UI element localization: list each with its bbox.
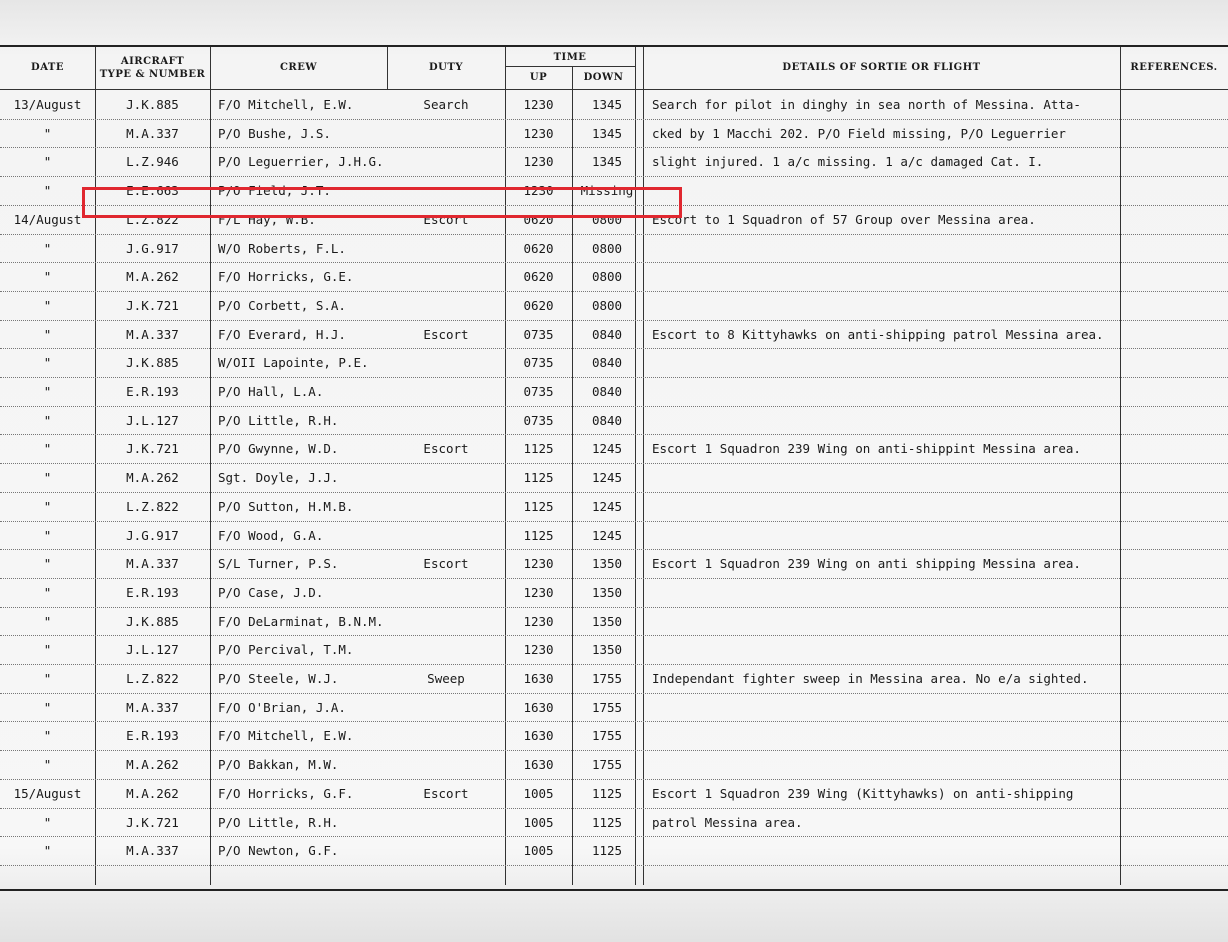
cell-aircraft: M.A.337	[126, 699, 179, 715]
cell-date: "	[43, 671, 52, 686]
cell-down: 1345	[591, 97, 623, 112]
cell-up: 1005	[523, 814, 554, 830]
cell-down: 1350	[591, 584, 623, 600]
row-rule	[0, 119, 1228, 120]
cell-up: 0735	[523, 355, 554, 371]
cell-aircraft: M.A.337	[126, 125, 179, 141]
cell-details: Escort 1 Squadron 239 Wing on anti shipping Messina area.	[652, 556, 1081, 572]
row-rule	[0, 635, 1228, 636]
cell-aircraft: J.K.885	[126, 613, 179, 629]
cell-crew: F/O Horricks, G.E.	[218, 269, 354, 285]
cell-crew: P/O Field, J.T.	[218, 183, 331, 199]
row-rule	[0, 549, 1228, 550]
cell-duty: Escort	[423, 211, 469, 227]
divider-references	[1120, 47, 1121, 885]
cell-down: 0800	[591, 211, 623, 227]
cell-down: 0840	[591, 384, 623, 399]
cell-crew: P/O Little, R.H.	[218, 814, 339, 830]
row-rule	[0, 234, 1228, 235]
header-references: REFERENCES.	[1130, 62, 1218, 73]
cell-down: 1245	[591, 498, 623, 514]
cell-aircraft: L.Z.822	[126, 211, 179, 227]
cell-aircraft: J.L.127	[126, 642, 179, 658]
header-duty: DUTY	[429, 62, 463, 73]
cell-aircraft: M.A.337	[126, 326, 179, 342]
row-rule	[0, 521, 1228, 522]
row-rule	[0, 262, 1228, 263]
header-aircraft-sub: TYPE & NUMBER	[99, 69, 206, 80]
cell-duty: Escort	[423, 326, 469, 342]
cell-date: "	[43, 355, 52, 371]
cell-crew: P/O Steele, W.J.	[218, 671, 339, 686]
row-rule	[0, 147, 1228, 148]
cell-up: 1230	[523, 154, 554, 170]
cell-details: patrol Messina area.	[652, 814, 803, 830]
cell-up: 0735	[523, 412, 554, 428]
header-down: DOWN	[583, 72, 624, 83]
cell-down: 0800	[591, 240, 623, 256]
cell-aircraft: J.G.917	[126, 527, 179, 543]
cell-date: "	[43, 498, 52, 514]
cell-down: 1125	[591, 814, 623, 830]
row-rule	[0, 176, 1228, 177]
header-bottom-line	[0, 89, 1228, 90]
cell-crew: P/O Hall, L.A.	[218, 384, 324, 399]
row-rule	[0, 865, 1228, 866]
cell-aircraft: J.G.917	[126, 240, 179, 256]
cell-crew: F/L Hay, W.B.	[218, 211, 316, 227]
row-rule	[0, 693, 1228, 694]
cell-aircraft: L.Z.822	[126, 671, 179, 686]
cell-crew: F/O Everard, H.J.	[218, 326, 346, 342]
cell-down: 1125	[591, 843, 623, 859]
cell-crew: P/O Gwynne, W.D.	[218, 441, 339, 457]
row-rule	[0, 406, 1228, 407]
cell-details: Independant fighter sweep in Messina area. No e/a sighted.	[652, 671, 1089, 686]
cell-date: "	[43, 470, 52, 486]
cell-up: 1125	[523, 498, 554, 514]
cell-date: "	[43, 556, 52, 572]
cell-up: 1125	[523, 527, 554, 543]
cell-crew: F/O Horricks, G.F.	[218, 785, 354, 801]
header-details: DETAILS OF SORTIE OR FLIGHT	[782, 62, 981, 73]
cell-up: 0620	[523, 269, 554, 285]
cell-date: "	[43, 814, 52, 830]
cell-down: Missing	[580, 183, 634, 199]
cell-details: Escort 1 Squadron 239 Wing (Kittyhawks) on anti-shipping	[652, 785, 1074, 801]
time-subheader-line	[505, 66, 635, 67]
cell-date: "	[43, 269, 52, 285]
cell-aircraft: E.E.663	[126, 183, 179, 199]
cell-down: 0840	[591, 412, 623, 428]
row-rule	[0, 836, 1228, 837]
cell-up: 0735	[523, 384, 554, 399]
cell-aircraft: E.R.193	[126, 384, 179, 399]
cell-aircraft: M.A.262	[126, 785, 179, 801]
cell-duty: Escort	[423, 785, 469, 801]
cell-crew: Sgt. Doyle, J.J.	[218, 470, 339, 486]
cell-duty: Escort	[423, 441, 469, 457]
cell-duty: Escort	[423, 556, 469, 572]
cell-details: Escort to 1 Squadron of 57 Group over Messina area.	[652, 211, 1036, 227]
cell-up: 0620	[523, 297, 554, 313]
cell-down: 0800	[591, 297, 623, 313]
cell-aircraft: E.R.193	[126, 728, 179, 744]
cell-crew: P/O Percival, T.M.	[218, 642, 354, 658]
cell-date: "	[43, 125, 52, 141]
cell-crew: P/O Leguerrier, J.H.G.	[218, 154, 384, 170]
row-rule	[0, 750, 1228, 751]
row-rule	[0, 664, 1228, 665]
cell-down: 1755	[591, 671, 623, 686]
cell-up: 0620	[523, 240, 554, 256]
cell-aircraft: M.A.337	[126, 556, 179, 572]
row-rule	[0, 434, 1228, 435]
cell-date: "	[43, 584, 52, 600]
cell-down: 1345	[591, 125, 623, 141]
cell-crew: P/O Newton, G.F.	[218, 843, 339, 859]
cell-down: 1755	[591, 728, 623, 744]
cell-date: "	[43, 297, 52, 313]
row-rule	[0, 721, 1228, 722]
cell-date: "	[43, 412, 52, 428]
cell-crew: W/OII Lapointe, P.E.	[218, 355, 369, 371]
row-rule	[0, 320, 1228, 321]
cell-aircraft: J.K.721	[126, 297, 179, 313]
cell-aircraft: J.K.721	[126, 441, 179, 457]
cell-aircraft: J.L.127	[126, 412, 179, 428]
cell-up: 1125	[523, 441, 554, 457]
cell-date: "	[43, 728, 52, 744]
cell-date: "	[43, 757, 52, 773]
cell-crew: F/O DeLarminat, B.N.M.	[218, 613, 384, 629]
row-rule	[0, 578, 1228, 579]
cell-up: 1230	[523, 125, 554, 141]
cell-crew: S/L Turner, P.S.	[218, 556, 339, 572]
cell-date: "	[43, 154, 52, 170]
cell-down: 1345	[591, 154, 623, 170]
cell-crew: F/O Wood, G.A.	[218, 527, 324, 543]
cell-aircraft: M.A.262	[126, 757, 179, 773]
cell-up: 0735	[523, 326, 554, 342]
cell-up: 1005	[523, 785, 554, 801]
row-rule	[0, 348, 1228, 349]
cell-date: 15/August	[13, 785, 82, 801]
row-rule	[0, 291, 1228, 292]
cell-details: Escort to 8 Kittyhawks on anti-shipping patrol Messina area.	[652, 326, 1104, 342]
cell-aircraft: E.R.193	[126, 584, 179, 600]
cell-duty: Sweep	[427, 671, 465, 686]
cell-up: 1630	[523, 699, 554, 715]
cell-down: 1350	[591, 556, 623, 572]
cell-down: 1125	[591, 785, 623, 801]
cell-crew: P/O Case, J.D.	[218, 584, 324, 600]
cell-crew: F/O Mitchell, E.W.	[218, 728, 354, 744]
cell-date: "	[43, 441, 52, 457]
cell-aircraft: L.Z.946	[126, 154, 179, 170]
cell-down: 1755	[591, 757, 623, 773]
cell-details: cked by 1 Macchi 202. P/O Field missing, P/O Leguerrier	[652, 125, 1066, 141]
cell-date: "	[43, 613, 52, 629]
cell-aircraft: M.A.262	[126, 269, 179, 285]
cell-up: 1230	[523, 97, 554, 112]
header-crew: CREW	[279, 62, 318, 73]
row-rule	[0, 492, 1228, 493]
divider-details-left	[643, 47, 644, 885]
highlight-box	[82, 187, 682, 218]
cell-crew: W/O Roberts, F.L.	[218, 240, 346, 256]
cell-up: 1230	[523, 642, 554, 658]
cell-crew: F/O Mitchell, E.W.	[218, 97, 354, 112]
cell-date: "	[43, 843, 52, 859]
cell-aircraft: M.A.337	[126, 843, 179, 859]
cell-date: 14/August	[13, 211, 82, 227]
cell-crew: P/O Corbett, S.A.	[218, 297, 346, 313]
cell-down: 1350	[591, 642, 623, 658]
cell-up: 1125	[523, 470, 554, 486]
cell-details: Escort 1 Squadron 239 Wing on anti-shippint Messina area.	[652, 441, 1081, 457]
header-up: UP	[529, 72, 548, 83]
cell-aircraft: J.K.885	[126, 97, 179, 112]
cell-details: slight injured. 1 a/c missing. 1 a/c damaged Cat. I.	[652, 154, 1044, 170]
cell-crew: P/O Sutton, H.M.B.	[218, 498, 354, 514]
divider-aircraft	[210, 47, 211, 885]
cell-crew: P/O Bakkan, M.W.	[218, 757, 339, 773]
row-rule	[0, 463, 1228, 464]
cell-up: 1230	[523, 613, 554, 629]
row-rule	[0, 779, 1228, 780]
cell-up: 0620	[523, 211, 554, 227]
cell-date: "	[43, 642, 52, 658]
cell-date: "	[43, 326, 52, 342]
cell-up: 1630	[523, 728, 554, 744]
cell-up: 1005	[523, 843, 554, 859]
cell-aircraft: L.Z.822	[126, 498, 179, 514]
row-rule	[0, 808, 1228, 809]
cell-date: 13/August	[13, 97, 82, 112]
cell-down: 1350	[591, 613, 623, 629]
cell-aircraft: J.K.885	[126, 355, 179, 371]
cell-date: "	[43, 527, 52, 543]
cell-down: 1755	[591, 699, 623, 715]
cell-up: 1630	[523, 757, 554, 773]
cell-up: 1230	[523, 556, 554, 572]
cell-up: 1230	[523, 584, 554, 600]
cell-crew: P/O Bushe, J.S.	[218, 125, 331, 141]
cell-down: 0840	[591, 355, 623, 371]
cell-crew: P/O Little, R.H.	[218, 412, 339, 428]
cell-date: "	[43, 240, 52, 256]
cell-up: 1630	[523, 671, 554, 686]
cell-aircraft: J.K.721	[126, 814, 179, 830]
cell-down: 1245	[591, 441, 623, 457]
cell-up: 1230	[523, 183, 554, 199]
cell-date: "	[43, 384, 52, 399]
cell-crew: F/O O'Brian, J.A.	[218, 699, 346, 715]
cell-details: Search for pilot in dinghy in sea north of Messina. Atta-	[652, 97, 1081, 112]
row-rule	[0, 377, 1228, 378]
header-date: DATE	[31, 62, 64, 73]
cell-down: 0840	[591, 326, 623, 342]
cell-down: 0800	[591, 269, 623, 285]
cell-aircraft: M.A.262	[126, 470, 179, 486]
cell-date: "	[43, 699, 52, 715]
header-aircraft: AIRCRAFT	[120, 56, 185, 67]
cell-down: 1245	[591, 470, 623, 486]
header-time: TIME	[553, 52, 587, 63]
row-rule	[0, 607, 1228, 608]
cell-date: "	[43, 183, 52, 199]
cell-duty: Search	[423, 97, 469, 112]
cell-down: 1245	[591, 527, 623, 543]
